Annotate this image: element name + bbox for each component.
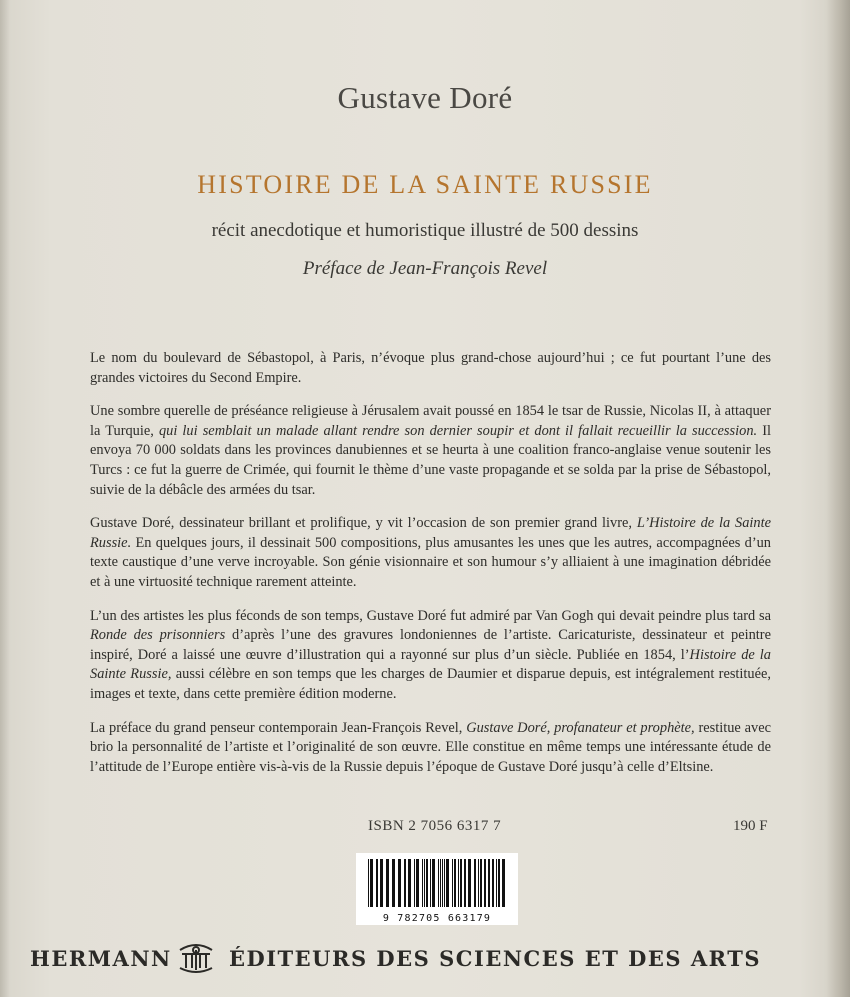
barcode-bar: [442, 859, 443, 907]
barcode-bar: [432, 859, 435, 907]
barcode-bar: [368, 859, 369, 907]
barcode-bar: [460, 859, 462, 907]
publisher-tagline: ÉDITEURS DES SCIENCES ET DES ARTS: [229, 946, 762, 971]
barcode: [356, 853, 518, 925]
publisher-name: HERMANN: [30, 946, 172, 971]
barcode-bar: [376, 859, 378, 907]
author-name: Gustave Doré: [337, 80, 513, 115]
barcode-bar: [484, 859, 486, 907]
barcode-bar: [370, 859, 373, 907]
price-label: 190 F: [733, 818, 768, 834]
barcode-bar: [452, 859, 453, 907]
barcode-bar: [430, 859, 431, 907]
barcode-bar: [480, 859, 482, 907]
barcode-bar: [488, 859, 490, 907]
barcode-bar: [478, 859, 479, 907]
paragraph-2: Une sombre querelle de préséance religieuse à Jérusalem avait poussé en 1854 le tsar de Russie, Nicolas II, à attaquer la Turquie, qui lui semblait un malade allant rendre son dernier soupir et dont il fallait recueillir la succession. Il envoya 70 000 soldats dans les provinces danubiennes et se heurta à une coalition franco-anglaise venue soutenir les Turcs : ce fut la guerre de Crimée, qui fournit le thème d’une vaste propagande et se solda par la prise de Sébastopol, suivie de la débâcle des armées du tsar.: [90, 403, 772, 498]
barcode-bar: [458, 859, 459, 907]
barcode-bar: [438, 859, 439, 907]
barcode-bar: [464, 859, 466, 907]
isbn-number: ISBN 2 7056 6317 7: [368, 818, 502, 834]
barcode-bar: [468, 859, 471, 907]
barcode-bar: [422, 859, 423, 907]
paragraph-1: Le nom du boulevard de Sébastopol, à Paris, n’évoque plus grand-chose aujourd’hui ; ce fut pourtant l’une des grandes victoires du Second Empire.: [90, 350, 771, 386]
paragraph-4: L’un des artistes les plus féconds de son temps, Gustave Doré fut admiré par Van Gogh qui devait peindre plus tard sa Ronde des prisonniers d’après l’une des gravures londoniennes de l’artiste. Caricaturiste, dessinateur et peintre inspiré, Doré a laissé une œuvre d’illustration qui a rayonné sur plus d’un siècle. Publiée en 1854, l’Histoire de la Sainte Russie, aussi célèbre en son temps que les charges de Daumier et disparue depuis, est intégralement restituée, images et texte, dans cette première édition moderne.: [90, 607, 771, 702]
barcode-bar: [424, 859, 425, 907]
barcode-bar: [496, 859, 497, 907]
barcode-bar: [446, 859, 449, 907]
book-subtitle: récit anecdotique et humoristique illustré de 500 dessins: [211, 220, 639, 241]
barcode-bar: [416, 859, 419, 907]
cover-left-edge: [0, 0, 10, 997]
barcode-bar: [380, 859, 383, 907]
blurb-text: [90, 349, 771, 791]
barcode-bar: [498, 859, 500, 907]
barcode-bar: [386, 859, 389, 907]
barcode-bar: [474, 859, 476, 907]
paragraph-5: La préface du grand penseur contemporain Jean-François Revel, Gustave Doré, profanateur et prophète, restitue avec brio la personnalité de l’artiste et l’originalité de son œuvre. Elle constitue en même temps une intéressante étude de l’attitude de l’Europe entière vis-à-vis de la Russie depuis l’époque de Gustave Doré jusqu’à celle d’Eltsine.: [90, 719, 771, 775]
barcode-bar: [502, 859, 505, 907]
barcode-bar: [404, 859, 406, 907]
barcode-bar: [414, 859, 415, 907]
hermann-emblem-icon: [176, 942, 216, 974]
barcode-bar: [426, 859, 428, 907]
barcode-bar: [408, 859, 411, 907]
barcode-bar: [392, 859, 395, 907]
barcode-bar: [444, 859, 445, 907]
barcode-bar: [454, 859, 456, 907]
barcode-bar: [440, 859, 441, 907]
book-title: HISTOIRE DE LA SAINTE RUSSIE: [197, 170, 653, 199]
barcode-bars: [366, 859, 508, 907]
preface-credit: Préface de Jean-François Revel: [302, 258, 548, 279]
barcode-bar: [398, 859, 401, 907]
barcode-digits: 9 782705 663179: [382, 913, 492, 924]
barcode-bar: [492, 859, 494, 907]
cover-spine-edge: [826, 0, 850, 997]
paragraph-3: Gustave Doré, dessinateur brillant et prolifique, y vit l’occasion de son premier grand livre, L’Histoire de la Sainte Russie. En quelques jours, il dessinait 500 compositions, plus amusantes les unes que les autres, accompagnées d’un texte caustique d’une verve incroyable. Son génie visionnaire et son humour s’y alliaient à une imagination débridée et à une virtuosité technique rarement atteinte.: [90, 515, 771, 590]
